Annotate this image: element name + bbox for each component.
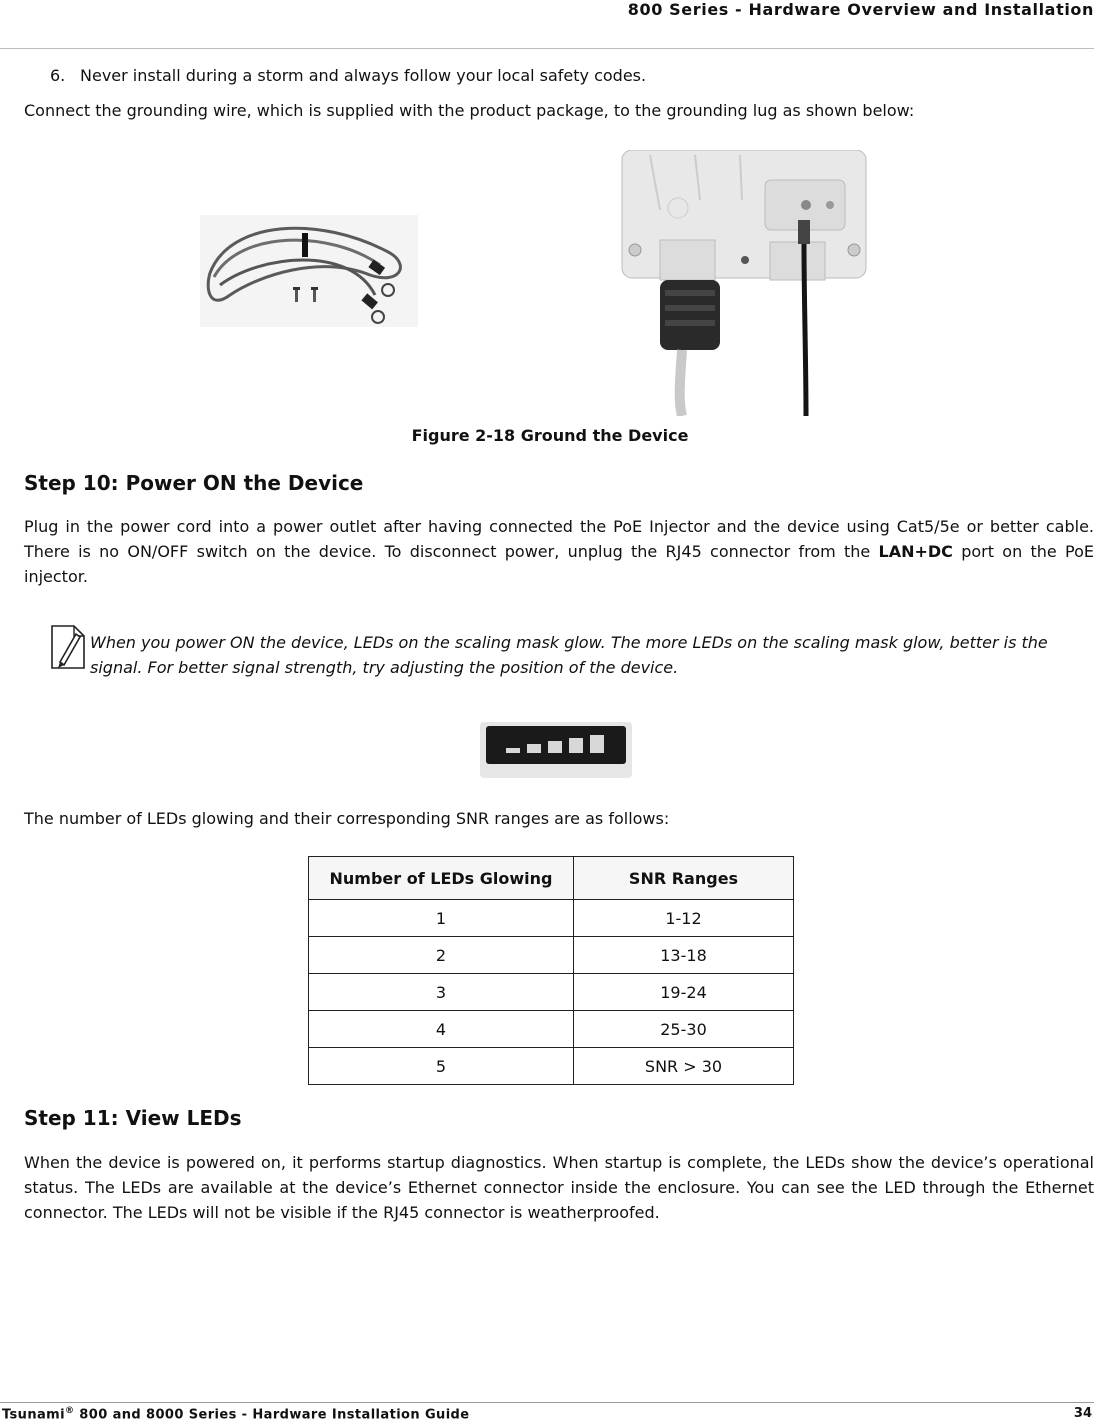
footer-brand: Tsunami [2,1407,65,1423]
footer-guide-title [2,1406,469,1422]
header-divider [0,48,1094,49]
table-row [309,900,794,937]
list-item-text: Never install during a storm and always follow your local safety codes. [80,66,647,85]
leds-count-cell: 1 [309,900,574,937]
page-number: 34 [1073,1406,1092,1421]
table-intro-paragraph: The number of LEDs glowing and their corresponding SNR ranges are as follows: [24,809,670,828]
table-row [309,1048,794,1085]
step11-paragraph: When the device is powered on, it performs startup diagnostics. When startup is complete, the LEDs show the device’s operational status. The LEDs are available at the device’s Ethernet connector inside the enclosure. You can see the LED through the Ethernet connector. The LEDs will not be visible if the RJ45 connector is weatherproofed. [24,1153,1094,1222]
device-grounding-image [620,150,870,416]
footer-divider [0,1402,1094,1403]
snr-ranges-header: SNR Ranges [574,857,794,900]
leds-count-cell: 4 [309,1011,574,1048]
registered-mark: ® [64,1406,75,1416]
step11-heading: Step 11: View LEDs [24,1106,242,1130]
leds-glowing-header: Number of LEDs Glowing [309,857,574,900]
snr-range-cell: SNR > 30 [574,1048,794,1085]
page-header-title: 800 Series - Hardware Overview and Installation [627,0,1094,19]
footer-guide-name: 800 and 8000 Series - Hardware Installation Guide [74,1407,470,1423]
note-text: When you power ON the device, LEDs on the scaling mask glow. The more LEDs on the scaling mask glow, better is the signal. For better signal strength, try adjusting the position of the device. [90,633,1048,677]
table-row [309,974,794,1011]
leds-count-cell: 5 [309,1048,574,1085]
step10-paragraph [24,514,1094,589]
intro-paragraph: Connect the grounding wire, which is supplied with the product package, to the grounding lug as shown below: [24,101,915,120]
leds-count-cell: 2 [309,937,574,974]
step10-body-end: port on the PoE injector. [24,542,1094,586]
list-item [50,66,646,85]
note-box [50,622,1090,677]
step10-body-start: Plug in the power cord into a power outlet after having connected the PoE Injector and the device using Cat5/5e or better cable. There is no ON/OFF switch on the device. To disconnect power, unplug the RJ45 connector from the [24,517,1094,561]
figure-caption: Figure 2-18 Ground the Device [411,426,689,445]
pencil-note-icon [50,622,86,670]
snr-range-cell: 1-12 [574,900,794,937]
leds-count-cell: 3 [309,974,574,1011]
led-scaling-mask-image [480,722,632,778]
lan-dc-port-label: LAN+DC [878,542,953,561]
list-item-number: 6. [50,66,66,85]
table-row [309,1011,794,1048]
snr-range-cell: 25-30 [574,1011,794,1048]
table-row [309,937,794,974]
step10-heading: Step 10: Power ON the Device [24,471,364,495]
snr-table-header-row [309,857,794,900]
snr-range-cell: 13-18 [574,937,794,974]
snr-table [308,856,794,1085]
snr-range-cell: 19-24 [574,974,794,1011]
grounding-wire-image [200,215,418,327]
